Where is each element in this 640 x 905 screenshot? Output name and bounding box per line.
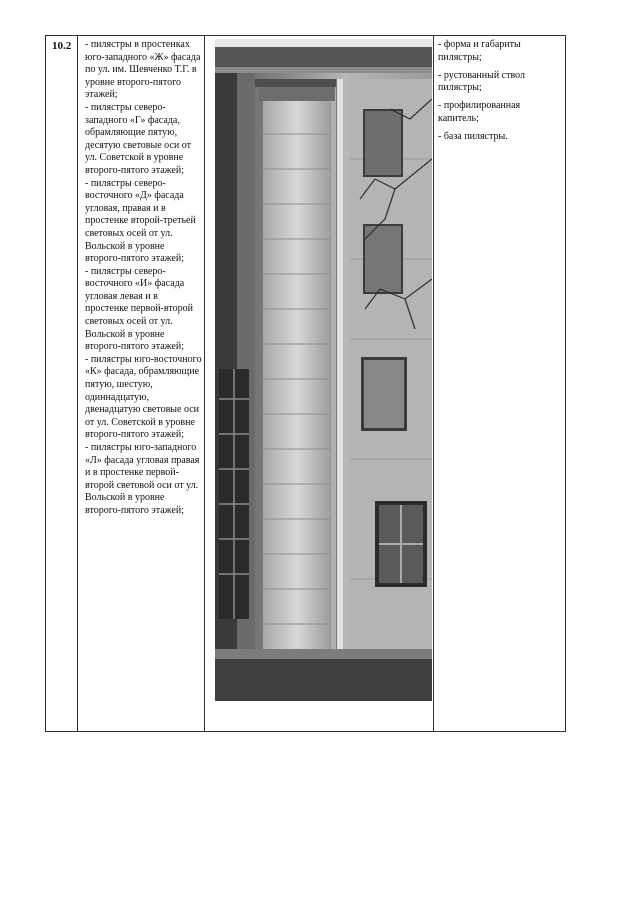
row-number: 10.2 <box>52 40 72 52</box>
feature-item: - база пилястры. <box>438 130 508 142</box>
facade-photo <box>215 39 432 701</box>
feature-item: - рустованный ствол пилястры; <box>438 69 525 94</box>
description-item: - пилястры северо-восточного «Д» фасада угловая, правая и в простенке второй-третьей световых осей от ул. Вольской в уровне второго-пятого этажей; <box>85 177 196 265</box>
description-item: - пилястры северо-восточного «И» фасада угловая левая и в простенке первой-второй световых осей от ул. Вольской в уровне второго-пятого этажей; <box>85 265 193 353</box>
protected-features-table <box>45 35 566 732</box>
feature-item: - форма и габариты пилястры; <box>438 39 521 63</box>
features-cell <box>434 36 565 731</box>
description-item: - пилястры юго-западного «Л» фасада угловая правая и в простенке первой-второй световой оси от ул. Вольской в уровне второго-пятого этажей; <box>85 442 200 516</box>
feature-item: - профилированная капитель; <box>438 100 521 124</box>
description-item: - пилястры в простенках юго-западного «Ж» фасада по ул. им. Шевченко Т.Г. в уровне второго-пятого этажей; <box>85 39 201 101</box>
photo-cell <box>205 36 434 731</box>
description-cell <box>78 36 205 731</box>
description-item: - пилястры юго-восточного «К» фасада, обрамляющие пятую, шестую, одиннадцатую, двенадцатую световые оси от ул. Советской в уровне второго-пятого этажей; <box>85 353 202 441</box>
row-number-cell <box>46 36 78 731</box>
description-item: - пилястры северо-западного «Г» фасада, обрамляющие пятую, десятую световые оси от ул. Советской в уровне второго-пятого этажей; <box>85 101 191 176</box>
